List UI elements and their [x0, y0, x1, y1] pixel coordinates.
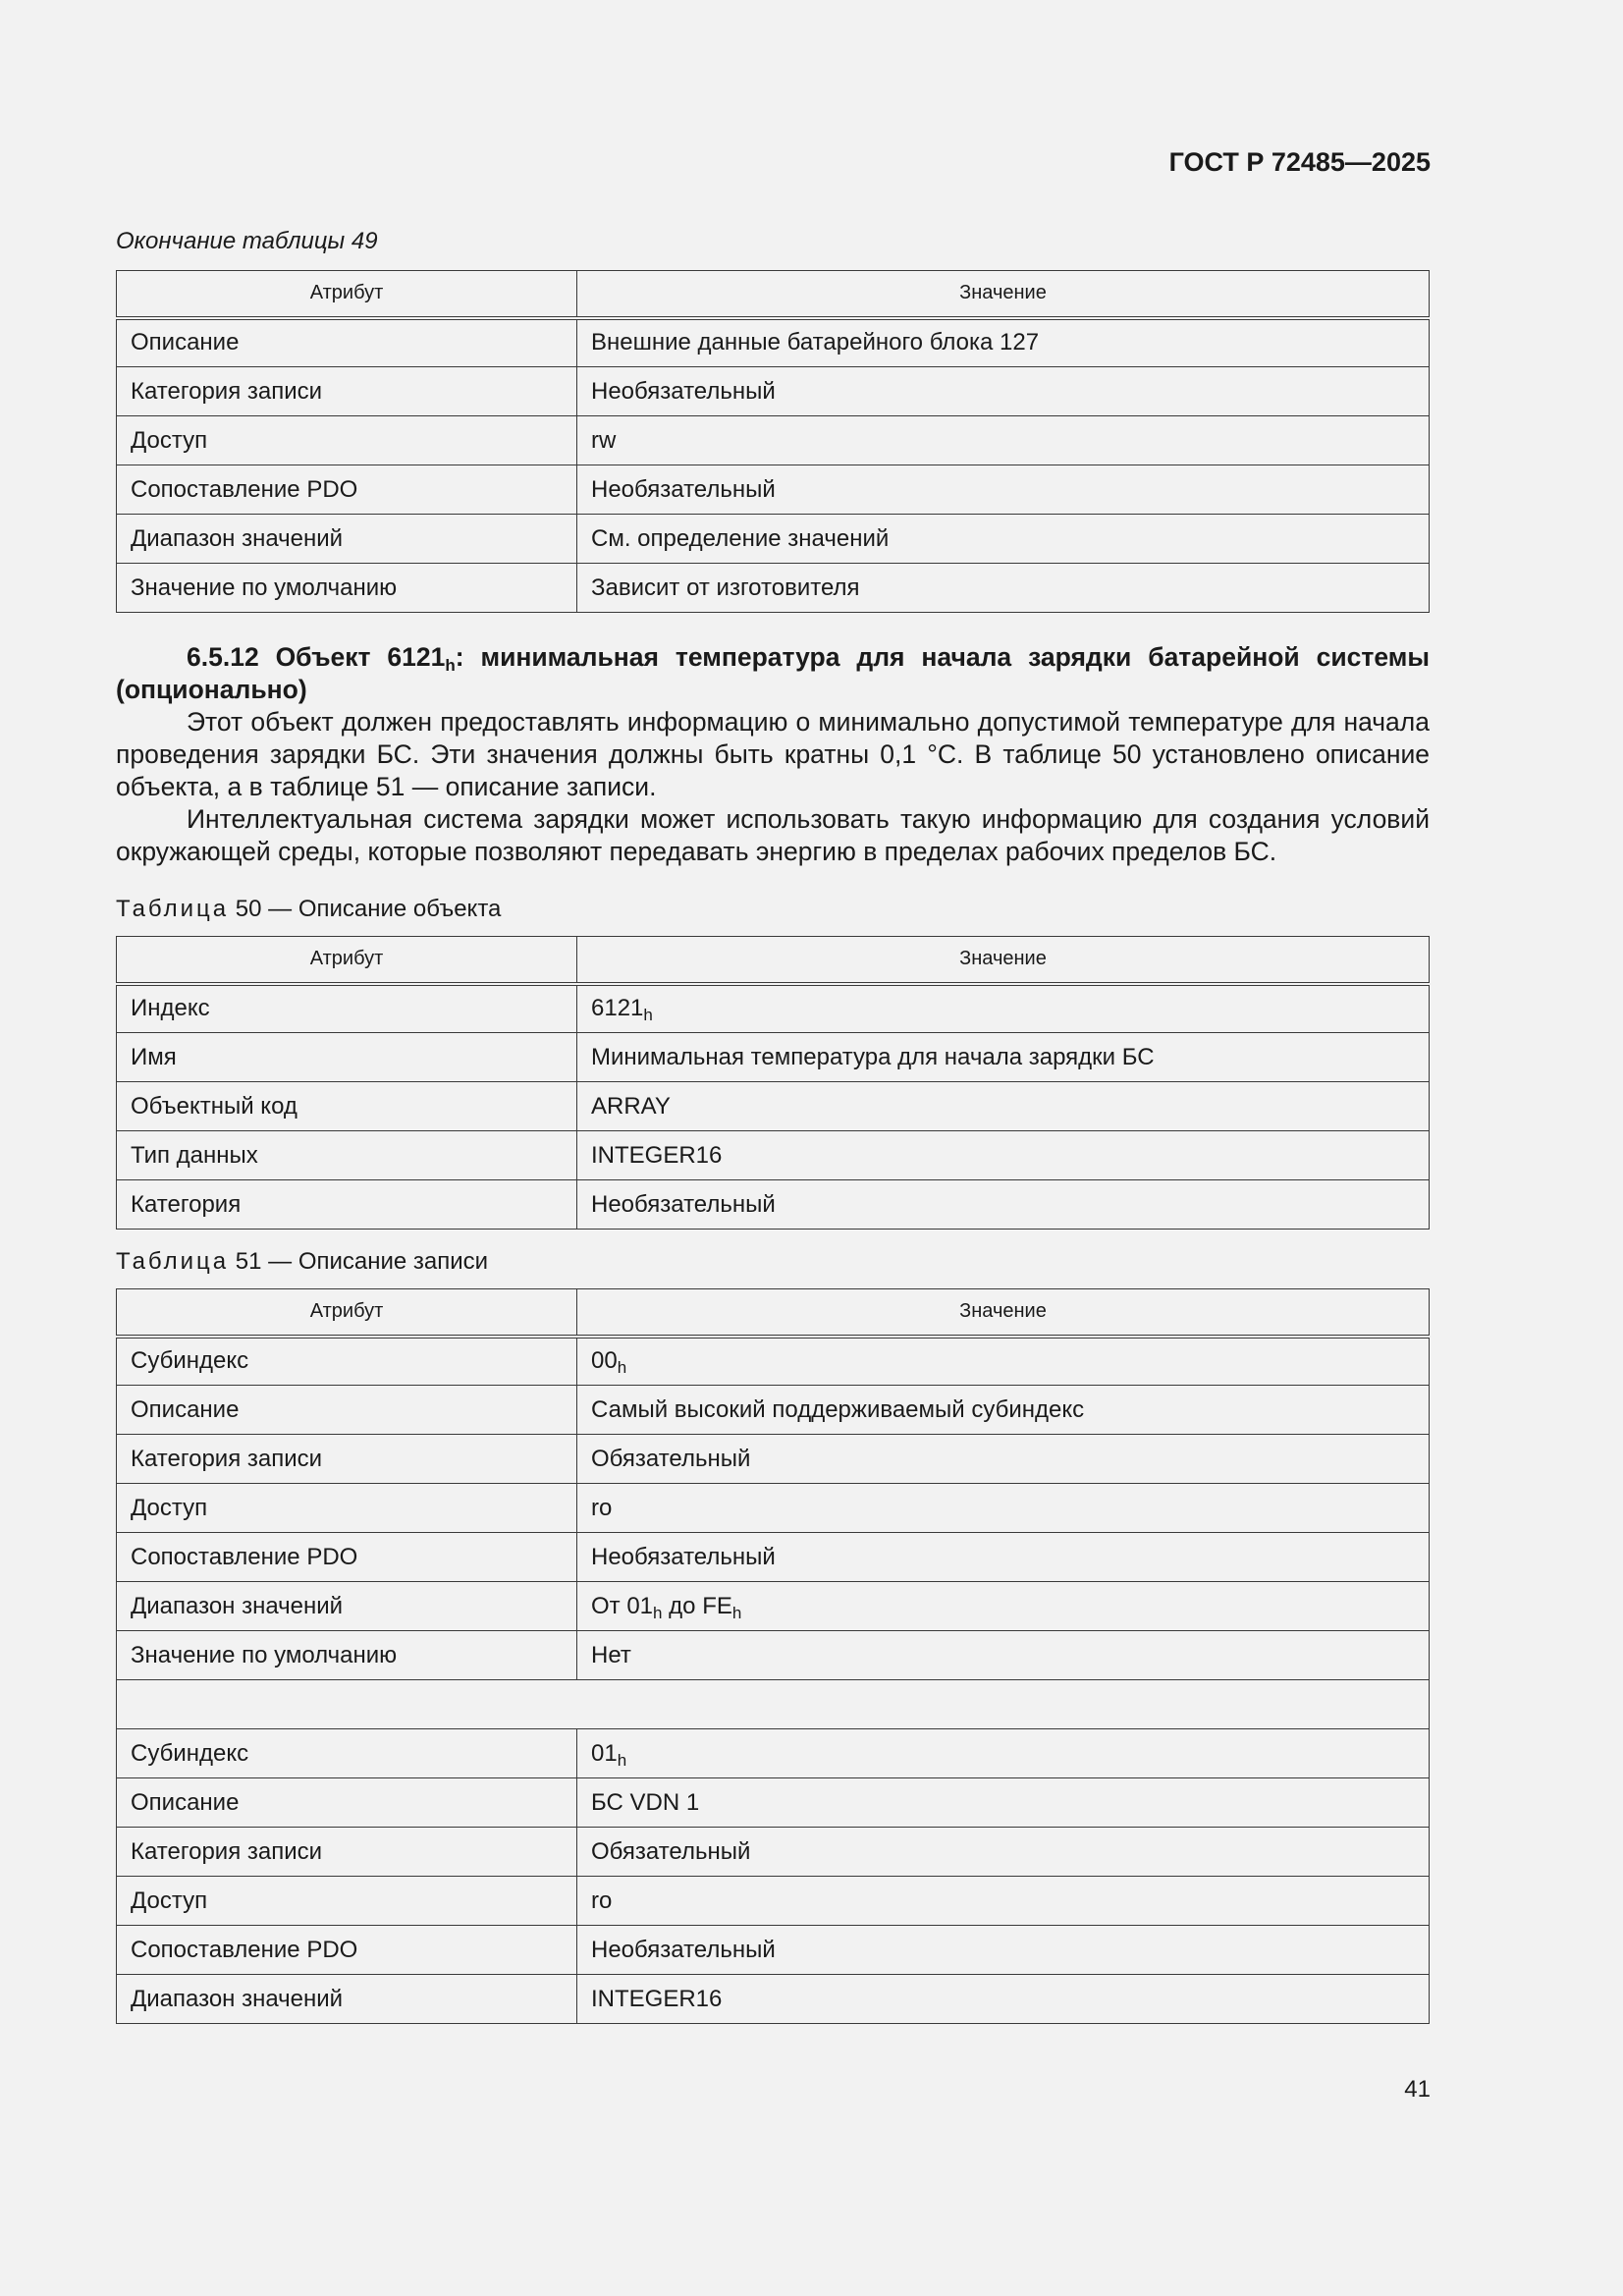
table-header-row	[117, 937, 1430, 984]
table-row	[117, 1582, 1430, 1631]
table49-caption: Окончание таблицы 49	[116, 228, 378, 254]
table-row	[117, 1877, 1430, 1926]
value-subscript: h	[731, 1603, 742, 1622]
document-id: ГОСТ Р 72485—2025	[1168, 147, 1431, 177]
attr-cell: Сопоставление PDO	[117, 465, 577, 515]
empty-cell	[117, 1680, 1430, 1729]
table-row	[117, 465, 1430, 515]
attr-cell: Доступ	[117, 1484, 577, 1533]
value-cell	[577, 984, 1430, 1033]
caption-label: Таблица	[116, 896, 230, 922]
section-6-5-12	[116, 641, 1430, 868]
attr-cell: Имя	[117, 1033, 577, 1082]
caption-text: 50 — Описание объекта	[235, 896, 502, 922]
table-row	[117, 1631, 1430, 1680]
heading-text: 6.5.12 Объект 6121	[187, 642, 446, 672]
value-cell	[577, 1729, 1430, 1778]
table-row	[117, 984, 1430, 1033]
caption-label: Таблица	[116, 1248, 230, 1275]
attr-cell: Доступ	[117, 416, 577, 465]
paragraph: Интеллектуальная система зарядки может использовать такую информацию для создания условий окружающей среды, которые позволяют передавать энергию в пределах рабочих пределов БС.	[116, 804, 1430, 866]
table-row	[117, 318, 1430, 367]
value-cell: Зависит от изготовителя	[577, 564, 1430, 613]
column-header-attribute: Атрибут	[117, 271, 577, 318]
value-cell: INTEGER16	[577, 1131, 1430, 1180]
value-cell: Минимальная температура для начала зарядки БС	[577, 1033, 1430, 1082]
value-cell: См. определение значений	[577, 515, 1430, 564]
table-row	[117, 1778, 1430, 1828]
table-row	[117, 1533, 1430, 1582]
value-cell: Обязательный	[577, 1435, 1430, 1484]
value-cell: Самый высокий поддерживаемый субиндекс	[577, 1386, 1430, 1435]
table-row	[117, 416, 1430, 465]
value-cell: ARRAY	[577, 1082, 1430, 1131]
value-cell: rw	[577, 416, 1430, 465]
attr-cell: Описание	[117, 1386, 577, 1435]
value-cell: INTEGER16	[577, 1975, 1430, 2024]
attr-cell: Категория записи	[117, 1828, 577, 1877]
attr-cell: Значение по умолчанию	[117, 1631, 577, 1680]
value-cell: Нет	[577, 1631, 1430, 1680]
paragraph: Этот объект должен предоставлять информацию о минимально допустимой температуре для начала проведения зарядки БС. Эти значения должны быть кратны 0,1 °С. В таблице 50 установлено описание объекта, а в таблице 51 — описание записи.	[116, 707, 1430, 801]
table-row	[117, 515, 1430, 564]
value-cell: Обязательный	[577, 1828, 1430, 1877]
table-spacer-row	[117, 1680, 1430, 1729]
table51	[116, 1288, 1430, 2024]
value-cell: Внешние данные батарейного блока 127	[577, 318, 1430, 367]
attr-cell: Значение по умолчанию	[117, 564, 577, 613]
value-cell: ro	[577, 1484, 1430, 1533]
column-header-value: Значение	[577, 271, 1430, 318]
value-subscript: h	[653, 1603, 663, 1622]
column-header-attribute: Атрибут	[117, 937, 577, 984]
value-cell: Необязательный	[577, 465, 1430, 515]
value-cell: Необязательный	[577, 1180, 1430, 1230]
table-row	[117, 1729, 1430, 1778]
table-row	[117, 367, 1430, 416]
column-header-value: Значение	[577, 937, 1430, 984]
attr-cell: Индекс	[117, 984, 577, 1033]
attr-cell: Сопоставление PDO	[117, 1926, 577, 1975]
caption-text: 51 — Описание записи	[235, 1248, 489, 1275]
table-row	[117, 1435, 1430, 1484]
attr-cell: Категория записи	[117, 367, 577, 416]
value-cell	[577, 1582, 1430, 1631]
column-header-value: Значение	[577, 1289, 1430, 1337]
table-row	[117, 1033, 1430, 1082]
value-cell: ro	[577, 1877, 1430, 1926]
table50	[116, 936, 1430, 1230]
value-cell: Необязательный	[577, 367, 1430, 416]
value-cell	[577, 1337, 1430, 1386]
value-text: 6121	[591, 995, 644, 1022]
column-header-attribute: Атрибут	[117, 1289, 577, 1337]
value-cell: Необязательный	[577, 1926, 1430, 1975]
value-cell: БС VDN 1	[577, 1778, 1430, 1828]
value-text: 00	[591, 1347, 618, 1375]
table-row	[117, 1131, 1430, 1180]
value-subscript: h	[617, 1750, 627, 1770]
section-heading	[116, 641, 1430, 706]
attr-cell: Субиндекс	[117, 1729, 577, 1778]
table50-caption	[116, 896, 501, 923]
value-subscript: h	[617, 1358, 627, 1378]
attr-cell: Доступ	[117, 1877, 577, 1926]
attr-cell: Описание	[117, 318, 577, 367]
attr-cell: Субиндекс	[117, 1337, 577, 1386]
table-row	[117, 1337, 1430, 1386]
heading-text-rest: : минимальная температура для начала зарядки батарейной системы (опционально)	[116, 642, 1430, 704]
table-row	[117, 1828, 1430, 1877]
attr-cell: Диапазон значений	[117, 1975, 577, 2024]
value-cell: Необязательный	[577, 1533, 1430, 1582]
value-subscript: h	[643, 1006, 653, 1025]
value-text: до FE	[662, 1592, 732, 1619]
table-row	[117, 1484, 1430, 1533]
attr-cell: Описание	[117, 1778, 577, 1828]
value-text: От 01	[591, 1592, 654, 1619]
table-header-row	[117, 271, 1430, 318]
table-row	[117, 1082, 1430, 1131]
table-row	[117, 1386, 1430, 1435]
attr-cell: Тип данных	[117, 1131, 577, 1180]
table-row	[117, 1975, 1430, 2024]
table-header-row	[117, 1289, 1430, 1337]
table-row	[117, 1180, 1430, 1230]
attr-cell: Диапазон значений	[117, 515, 577, 564]
heading-subscript: h	[445, 656, 456, 675]
attr-cell: Категория	[117, 1180, 577, 1230]
table51-caption	[116, 1248, 488, 1276]
attr-cell: Объектный код	[117, 1082, 577, 1131]
table49	[116, 270, 1430, 613]
page-number: 41	[1404, 2076, 1431, 2103]
attr-cell: Диапазон значений	[117, 1582, 577, 1631]
table-row	[117, 1926, 1430, 1975]
table-row	[117, 564, 1430, 613]
value-text: 01	[591, 1739, 618, 1767]
attr-cell: Сопоставление PDO	[117, 1533, 577, 1582]
attr-cell: Категория записи	[117, 1435, 577, 1484]
